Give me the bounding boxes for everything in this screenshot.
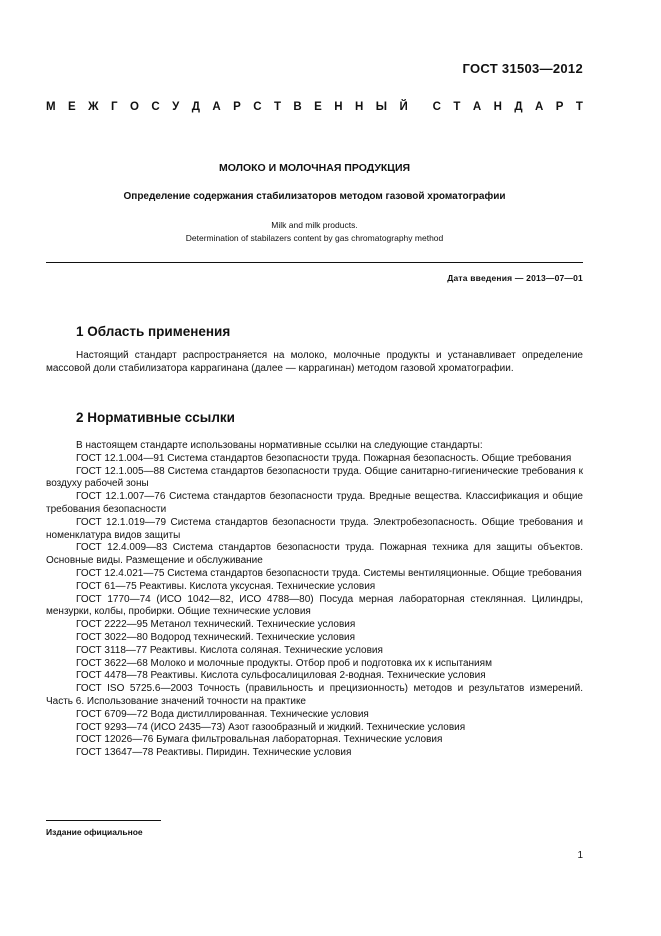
standard-type-letter: Н: [355, 101, 364, 113]
reference-item: ГОСТ 61—75 Реактивы. Кислота уксусная. Технические условия: [76, 580, 376, 592]
standard-type-letter: Ы: [375, 101, 388, 113]
standard-type-letter: М: [46, 101, 56, 113]
reference-item: ГОСТ 9293—74 (ИСО 2435—73) Азот газообразный и жидкий. Технические условия: [76, 721, 466, 733]
standard-type-letter: Н: [493, 101, 502, 113]
reference-item: ГОСТ 4478—78 Реактивы. Кислота сульфосалициловая 2-водная. Технические условия: [76, 670, 486, 682]
standard-type-letter: Д: [191, 101, 200, 113]
reference-item: ГОСТ 12.1.005—88 Система стандартов безопасности труда. Общие санитарно-гигиенические требования к воздуху рабочей зоны: [46, 465, 583, 490]
section-1-paragraph: Настоящий стандарт распространяется на молоко, молочные продукты и устанавливает определение массовой доли стабилизатора каррагинана (далее — каррагинан) методом газовой хроматографии.: [46, 350, 583, 374]
document-title: МОЛОКО И МОЛОЧНАЯ ПРОДУКЦИЯ: [218, 162, 411, 174]
standard-type-letter: Е: [68, 101, 76, 113]
normative-references-list: [46, 440, 583, 760]
standard-type-letter: Ж: [88, 101, 99, 113]
reference-item: ГОСТ 3118—77 Реактивы. Кислота соляная. Технические условия: [76, 644, 383, 656]
standard-type-heading: [46, 101, 583, 113]
references-intro: В настоящем стандарте использованы нормативные ссылки на следующие стандарты:: [76, 440, 483, 451]
standard-type-letter: Р: [233, 101, 241, 113]
document-subtitle: Определение содержания стабилизаторов методом газовой хроматографии: [123, 191, 506, 202]
standard-type-letter: С: [432, 101, 441, 113]
english-title: [46, 219, 583, 244]
standard-type-letter: О: [129, 101, 139, 113]
standard-type-letter: Т: [575, 101, 583, 113]
standard-type-letter: У: [172, 101, 180, 113]
section-1-heading: 1 Область применения: [76, 324, 231, 339]
document-code: ГОСТ 31503—2012: [462, 61, 583, 76]
reference-item: ГОСТ 12.1.004—91 Система стандартов безопасности труда. Пожарная безопасность. Общие требования: [76, 452, 572, 464]
section-2-heading: 2 Нормативные ссылки: [76, 410, 235, 425]
reference-item: ГОСТ 12.1.007—76 Система стандартов безопасности труда. Вредные вещества. Классификация и общие требования безопасности: [46, 491, 583, 515]
header-divider: [46, 262, 583, 263]
standard-type-letter: Т: [453, 101, 461, 113]
reference-item: ГОСТ 1770—74 (ИСО 1042—82, ИСО 4788—80) Посуда мерная лабораторная стеклянная. Цилиндры, мензурки, колбы, пробирки. Общие технические условия: [46, 593, 583, 618]
reference-item: ГОСТ 2222—95 Метанол технический. Технические условия: [76, 619, 356, 631]
reference-item: ГОСТ ISO 5725.6—2003 Точность (правильность и прецизионность) методов и результатов измерений. Часть 6. Использование значений точности на практике: [46, 683, 583, 707]
reference-item: ГОСТ 12.4.009—83 Система стандартов безопасности труда. Пожарная техника для защиты объектов. Основные виды. Размещение и обслуживание: [46, 542, 583, 567]
standard-type-letter: В: [293, 101, 302, 113]
standard-type-letter: Н: [334, 101, 343, 113]
standard-type-letter: А: [212, 101, 221, 113]
reference-item: ГОСТ 3022—80 Водород технический. Технические условия: [76, 631, 356, 643]
standard-type-letter: Й: [399, 101, 408, 113]
standard-type-letter: С: [253, 101, 262, 113]
reference-item: ГОСТ 12.1.019—79 Система стандартов безопасности труда. Электробезопасность. Общие требования и номенклатура видов защиты: [46, 516, 583, 541]
edition-note: Издание официальное: [46, 827, 143, 837]
english-title-line-2: Determination of stabilazers content by gas chromatography method: [185, 232, 444, 243]
reference-item: ГОСТ 12026—76 Бумага фильтровальная лабораторная. Технические условия: [76, 734, 443, 746]
reference-item: ГОСТ 13647—78 Реактивы. Пиридин. Технические условия: [76, 747, 352, 759]
standard-type-letter: Р: [555, 101, 564, 113]
standard-type-letter: Т: [273, 101, 281, 113]
english-title-line-1: Milk and milk products.: [271, 220, 358, 230]
standard-type-letter: Д: [514, 101, 523, 113]
standard-type-letter: Е: [314, 101, 322, 113]
standard-type-letter: А: [534, 101, 544, 113]
page-number: 1: [577, 850, 583, 861]
standard-type-letter: Г: [110, 101, 118, 113]
footer-divider: [46, 820, 161, 821]
standard-type-letter: С: [151, 101, 160, 113]
reference-item: ГОСТ 6709—72 Вода дистиллированная. Технические условия: [76, 708, 369, 720]
introduction-date: Дата введения — 2013—07—01: [447, 273, 583, 283]
reference-item: ГОСТ 12.4.021—75 Система стандартов безопасности труда. Системы вентиляционные. Общие требования: [76, 567, 582, 579]
reference-item: ГОСТ 3622—68 Молоко и молочные продукты. Отбор проб и подготовка их к испытаниям: [76, 657, 492, 669]
standard-type-letter: А: [472, 101, 482, 113]
